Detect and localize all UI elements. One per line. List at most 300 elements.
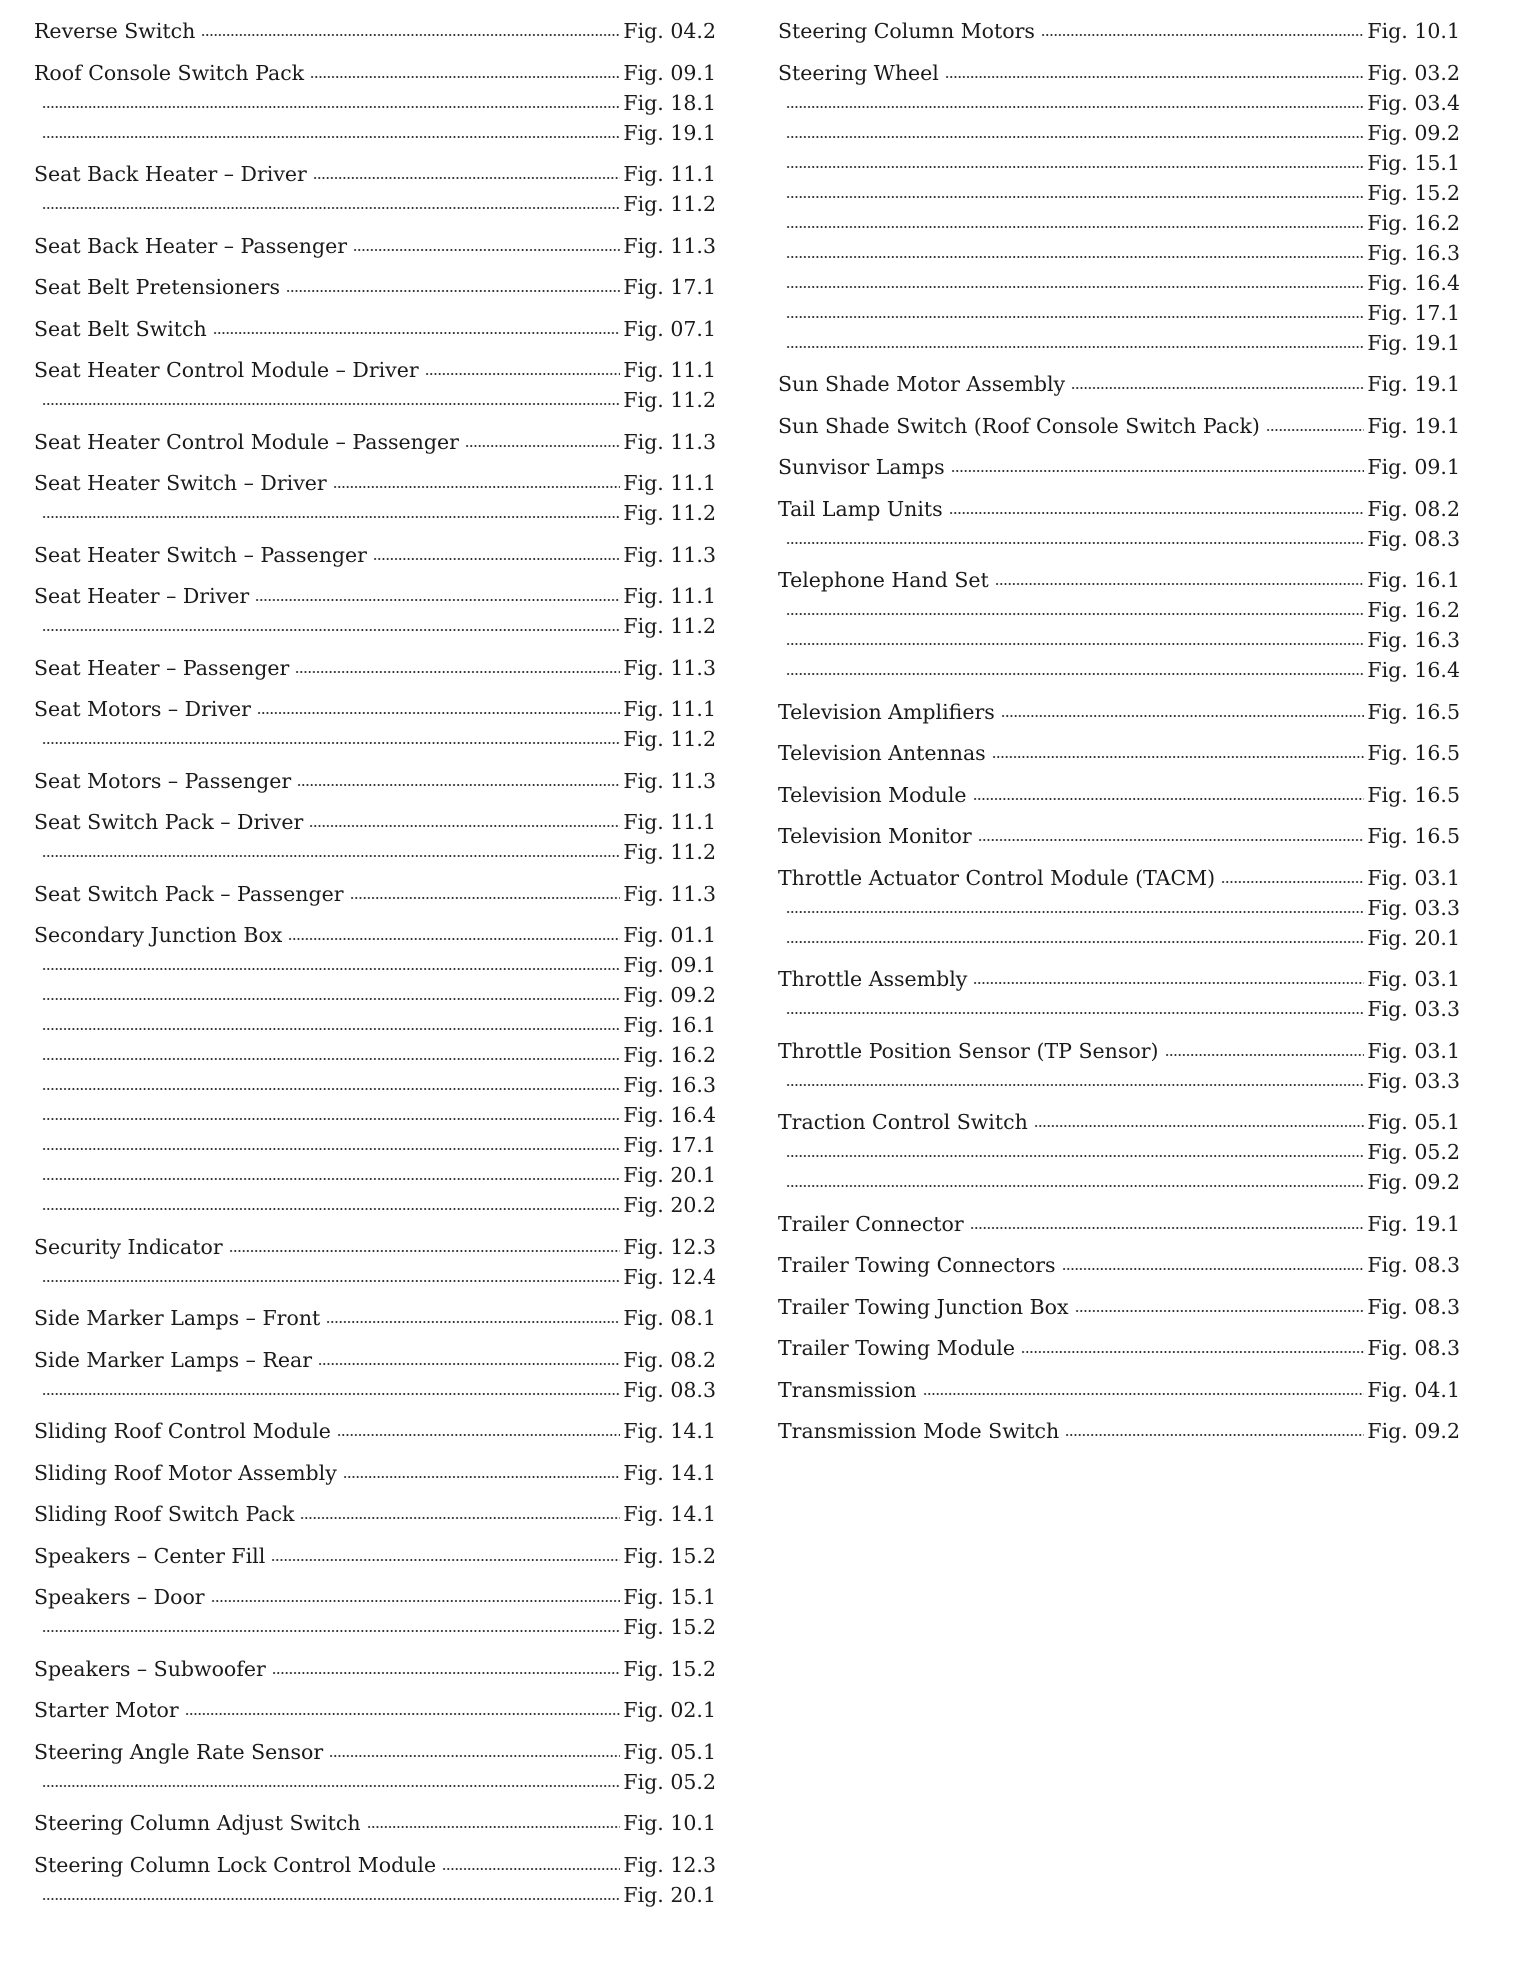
- index-entry: [34, 272, 716, 302]
- index-entry: [778, 964, 1460, 1024]
- figure-reference: Fig. 04.1: [1367, 1377, 1460, 1402]
- figure-reference: Fig. 15.1: [623, 1585, 716, 1609]
- index-continuation-line: [34, 1160, 716, 1190]
- figure-reference: Fig. 15.2: [623, 1656, 716, 1681]
- dot-leader: [425, 373, 621, 375]
- index-entry: [34, 1654, 716, 1684]
- figure-reference: Fig. 14.1: [623, 1419, 716, 1443]
- dot-leader: [42, 1898, 620, 1900]
- dot-leader: [42, 1058, 620, 1060]
- dot-leader: [42, 1280, 620, 1282]
- entry-name: Telephone Hand Set: [778, 568, 989, 592]
- figure-reference: Fig. 03.1: [1367, 967, 1460, 991]
- dot-leader: [42, 1178, 620, 1180]
- figure-reference: Fig. 09.2: [1367, 1419, 1460, 1443]
- dot-leader: [353, 249, 620, 251]
- index-continuation-line: [34, 1767, 716, 1797]
- index-entry: [34, 1499, 716, 1529]
- entry-name: Roof Console Switch Pack: [34, 60, 305, 85]
- index-entry: [34, 1695, 716, 1725]
- dot-leader: [786, 346, 1364, 348]
- figure-reference: Fig. 11.2: [623, 388, 716, 412]
- entry-name: Transmission Mode Switch: [778, 1419, 1060, 1443]
- figure-reference: Fig. 07.1: [623, 316, 716, 341]
- figure-reference: Fig. 12.4: [623, 1264, 716, 1289]
- figure-reference: Fig. 17.1: [1367, 300, 1460, 325]
- dot-leader: [949, 512, 1365, 514]
- index-line: [34, 16, 716, 46]
- dot-leader: [272, 1672, 621, 1674]
- dot-leader: [995, 583, 1365, 585]
- index-entry: [34, 1232, 716, 1292]
- index-entry: [778, 494, 1460, 554]
- entry-name: Seat Motors – Passenger: [34, 768, 292, 793]
- index-line: [34, 1737, 716, 1767]
- index-continuation-line: [778, 178, 1460, 208]
- entry-name: Trailer Towing Junction Box: [778, 1294, 1069, 1319]
- index-continuation-line: [34, 950, 716, 980]
- index-continuation-line: [778, 655, 1460, 685]
- dot-leader: [271, 1559, 620, 1561]
- index-line: [778, 863, 1460, 893]
- dot-leader: [786, 1084, 1364, 1086]
- figure-reference: Fig. 16.2: [1367, 210, 1460, 235]
- figure-reference: Fig. 11.2: [623, 501, 716, 525]
- entry-name: Throttle Assembly: [778, 967, 968, 991]
- index-continuation-line: [34, 1190, 716, 1220]
- index-line: [34, 1850, 716, 1880]
- figure-reference: Fig. 15.2: [623, 1543, 716, 1568]
- index-entry: [34, 653, 716, 683]
- figure-reference: Fig. 08.2: [623, 1347, 716, 1372]
- figure-reference: Fig. 20.1: [1367, 925, 1460, 950]
- figure-reference: Fig. 02.1: [623, 1698, 716, 1722]
- index-entry: [34, 766, 716, 796]
- figure-reference: Fig. 10.1: [623, 1811, 716, 1835]
- dot-leader: [213, 332, 621, 334]
- figure-reference: Fig. 20.1: [623, 1163, 716, 1187]
- entry-name: Trailer Towing Connectors: [778, 1253, 1056, 1277]
- figure-reference: Fig. 14.1: [623, 1460, 716, 1485]
- dot-leader: [978, 839, 1365, 841]
- index-continuation-line: [778, 1066, 1460, 1096]
- entry-name: Steering Column Adjust Switch: [34, 1811, 361, 1835]
- index-continuation-line: [34, 1130, 716, 1160]
- index-entry: [34, 581, 716, 641]
- index-line: [34, 1654, 716, 1684]
- entry-name: Television Amplifiers: [778, 699, 995, 724]
- index-continuation-line: [34, 118, 716, 148]
- index-entry: [778, 738, 1460, 768]
- entry-name: Seat Heater Switch – Driver: [34, 471, 327, 495]
- index-line: [34, 272, 716, 302]
- dot-leader: [786, 1155, 1364, 1157]
- index-line: [34, 1232, 716, 1262]
- dot-leader: [42, 855, 620, 857]
- dot-leader: [465, 445, 621, 447]
- dot-leader: [970, 1227, 1365, 1229]
- index-entry: [34, 1458, 716, 1488]
- dot-leader: [786, 911, 1364, 913]
- index-entry: [34, 16, 716, 46]
- index-continuation-line: [34, 1262, 716, 1292]
- figure-reference: Fig. 20.1: [623, 1882, 716, 1907]
- figure-reference: Fig. 14.1: [623, 1502, 716, 1526]
- index-line: [34, 1582, 716, 1612]
- dot-leader: [229, 1250, 621, 1252]
- index-entry: [34, 1737, 716, 1797]
- index-entry: [34, 1582, 716, 1642]
- dot-leader: [786, 643, 1364, 645]
- figure-reference: Fig. 12.3: [623, 1852, 716, 1877]
- index-line: [34, 581, 716, 611]
- entry-name: Sliding Roof Switch Pack: [34, 1502, 295, 1526]
- dot-leader: [786, 613, 1364, 615]
- index-entry: [34, 920, 716, 1220]
- index-entry: [34, 314, 716, 344]
- index-entry: [778, 369, 1460, 399]
- dot-leader: [786, 136, 1364, 138]
- figure-reference: Fig. 16.3: [1367, 240, 1460, 265]
- figure-reference: Fig. 08.3: [1367, 1294, 1460, 1319]
- index-entry: [778, 1416, 1460, 1446]
- figure-reference: Fig. 11.3: [623, 768, 716, 793]
- index-line: [34, 1695, 716, 1725]
- index-continuation-line: [778, 524, 1460, 554]
- figure-reference: Fig. 03.1: [1367, 865, 1460, 890]
- figure-reference: Fig. 19.1: [1367, 1211, 1460, 1236]
- index-continuation-line: [34, 724, 716, 754]
- figure-reference: Fig. 03.3: [1367, 997, 1460, 1021]
- index-continuation-line: [778, 625, 1460, 655]
- dot-leader: [973, 798, 1365, 800]
- index-line: [778, 1333, 1460, 1363]
- entry-name: Secondary Junction Box: [34, 923, 283, 947]
- index-continuation-line: [778, 923, 1460, 953]
- index-entry: [34, 58, 716, 148]
- dot-leader: [923, 1393, 1365, 1395]
- dot-leader: [313, 177, 621, 179]
- dot-leader: [1221, 881, 1364, 883]
- index-entry: [778, 697, 1460, 727]
- index-line: [34, 1458, 716, 1488]
- entry-name: Sun Shade Motor Assembly: [778, 372, 1066, 396]
- index-continuation-line: [778, 994, 1460, 1024]
- index-entry: [778, 58, 1460, 358]
- dot-leader: [318, 1363, 620, 1365]
- index-continuation-line: [778, 1167, 1460, 1197]
- figure-reference: Fig. 03.4: [1367, 90, 1460, 115]
- figure-reference: Fig. 15.1: [1367, 150, 1460, 175]
- dot-leader: [42, 1148, 620, 1150]
- dot-leader: [42, 516, 620, 518]
- index-column-left: [34, 16, 716, 1921]
- dot-leader: [42, 403, 620, 405]
- index-line: [778, 58, 1460, 88]
- index-continuation-line: [778, 328, 1460, 358]
- figure-reference: Fig. 11.3: [623, 542, 716, 567]
- figure-reference: Fig. 11.2: [623, 840, 716, 864]
- index-entry: [34, 1808, 716, 1838]
- entry-name: Tail Lamp Units: [778, 496, 943, 521]
- entry-name: Seat Back Heater – Passenger: [34, 233, 348, 258]
- dot-leader: [786, 286, 1364, 288]
- index-line: [34, 468, 716, 498]
- figure-reference: Fig. 11.1: [623, 584, 716, 608]
- figure-reference: Fig. 19.1: [623, 120, 716, 145]
- dot-leader: [1071, 387, 1364, 389]
- index-line: [778, 1416, 1460, 1446]
- dot-leader: [1062, 1268, 1365, 1270]
- index-line: [34, 1499, 716, 1529]
- index-continuation-line: [778, 893, 1460, 923]
- dot-leader: [786, 256, 1364, 258]
- entry-name: Throttle Actuator Control Module (TACM): [778, 865, 1216, 890]
- figure-reference: Fig. 11.1: [623, 697, 716, 721]
- entry-name: Security Indicator: [34, 1234, 223, 1259]
- index-line: [778, 16, 1460, 46]
- index-line: [34, 694, 716, 724]
- entry-name: Seat Heater Switch – Passenger: [34, 542, 367, 567]
- entry-name: Television Antennas: [778, 741, 986, 765]
- dot-leader: [42, 968, 620, 970]
- entry-name: Sun Shade Switch (Roof Console Switch Pack): [778, 413, 1260, 438]
- index-column-right: [778, 16, 1460, 1458]
- index-continuation-line: [34, 1070, 716, 1100]
- dot-leader: [42, 1088, 620, 1090]
- figure-reference: Fig. 16.5: [1367, 824, 1460, 848]
- dot-leader: [945, 76, 1365, 78]
- figure-reference: Fig. 09.1: [623, 953, 716, 977]
- index-line: [34, 807, 716, 837]
- dot-leader: [337, 1434, 620, 1436]
- dot-leader: [786, 196, 1364, 198]
- entry-name: Seat Back Heater – Driver: [34, 162, 307, 186]
- entry-name: Steering Column Lock Control Module: [34, 1852, 437, 1877]
- dot-leader: [42, 742, 620, 744]
- index-line: [778, 1375, 1460, 1405]
- entry-name: Steering Column Motors: [778, 19, 1035, 43]
- index-line: [34, 1303, 716, 1333]
- figure-reference: Fig. 05.2: [1367, 1140, 1460, 1164]
- figure-reference: Fig. 03.3: [1367, 895, 1460, 920]
- figure-reference: Fig. 09.2: [623, 983, 716, 1007]
- index-line: [34, 766, 716, 796]
- index-line: [778, 1107, 1460, 1137]
- index-line: [778, 738, 1460, 768]
- entry-name: Traction Control Switch: [778, 1110, 1028, 1134]
- index-line: [34, 314, 716, 344]
- index-entry: [34, 1541, 716, 1571]
- index-entry: [778, 863, 1460, 953]
- figure-reference: Fig. 11.2: [623, 192, 716, 216]
- dot-leader: [367, 1826, 621, 1828]
- index-entry: [778, 16, 1460, 46]
- index-entry: [34, 540, 716, 570]
- index-entry: [778, 1209, 1460, 1239]
- figure-reference: Fig. 03.1: [1367, 1038, 1460, 1063]
- dot-leader: [42, 998, 620, 1000]
- entry-name: Seat Heater – Driver: [34, 584, 250, 608]
- entry-name: Sliding Roof Motor Assembly: [34, 1460, 337, 1485]
- entry-name: Speakers – Center Fill: [34, 1543, 266, 1568]
- dot-leader: [42, 1208, 620, 1210]
- index-continuation-line: [778, 1137, 1460, 1167]
- dot-leader: [786, 106, 1364, 108]
- dot-leader: [333, 486, 621, 488]
- figure-reference: Fig. 19.1: [1367, 413, 1460, 438]
- entry-name: Side Marker Lamps – Rear: [34, 1347, 313, 1372]
- index-line: [34, 653, 716, 683]
- index-entry: [778, 780, 1460, 810]
- index-continuation-line: [778, 88, 1460, 118]
- entry-name: Speakers – Subwoofer: [34, 1656, 266, 1681]
- entry-name: Starter Motor: [34, 1698, 179, 1722]
- dot-leader: [185, 1713, 621, 1715]
- index-line: [778, 964, 1460, 994]
- dot-leader: [309, 825, 620, 827]
- index-continuation-line: [34, 498, 716, 528]
- index-line: [34, 355, 716, 385]
- entry-name: Trailer Towing Module: [778, 1336, 1015, 1360]
- entry-name: Seat Heater Control Module – Driver: [34, 358, 419, 382]
- dot-leader: [310, 76, 620, 78]
- index-entry: [778, 1036, 1460, 1096]
- dot-leader: [786, 226, 1364, 228]
- index-line: [778, 1250, 1460, 1280]
- dot-leader: [42, 1785, 620, 1787]
- entry-name: Side Marker Lamps – Front: [34, 1306, 321, 1330]
- figure-reference: Fig. 11.3: [623, 881, 716, 906]
- index-line: [34, 159, 716, 189]
- index-line: [778, 1209, 1460, 1239]
- index-continuation-line: [34, 980, 716, 1010]
- dot-leader: [211, 1600, 621, 1602]
- index-continuation-line: [778, 298, 1460, 328]
- dot-leader: [1041, 34, 1364, 36]
- entry-name: Television Monitor: [778, 824, 972, 848]
- dot-leader: [42, 1028, 620, 1030]
- figure-reference: Fig. 16.1: [1367, 568, 1460, 592]
- dot-leader: [286, 290, 620, 292]
- index-line: [778, 411, 1460, 441]
- dot-leader: [255, 599, 620, 601]
- index-line: [778, 821, 1460, 851]
- dot-leader: [786, 941, 1364, 943]
- index-continuation-line: [34, 189, 716, 219]
- index-entry: [34, 231, 716, 261]
- figure-reference: Fig. 16.3: [1367, 628, 1460, 652]
- figure-reference: Fig. 05.2: [623, 1769, 716, 1794]
- dot-leader: [257, 712, 620, 714]
- figure-reference: Fig. 11.2: [623, 614, 716, 638]
- figure-reference: Fig. 10.1: [1367, 19, 1460, 43]
- entry-name: Transmission: [778, 1377, 917, 1402]
- index-entry: [778, 821, 1460, 851]
- index-continuation-line: [34, 385, 716, 415]
- index-line: [778, 494, 1460, 524]
- dot-leader: [1021, 1351, 1364, 1353]
- figure-reference: Fig. 11.1: [623, 810, 716, 834]
- figure-reference: Fig. 19.1: [1367, 330, 1460, 355]
- figure-reference: Fig. 16.4: [623, 1103, 716, 1127]
- figure-reference: Fig. 18.1: [623, 90, 716, 115]
- index-line: [778, 780, 1460, 810]
- dot-leader: [42, 1393, 620, 1395]
- dot-leader: [297, 784, 620, 786]
- dot-leader: [42, 106, 620, 108]
- index-line: [34, 879, 716, 909]
- dot-leader: [786, 542, 1364, 544]
- index-entry: [34, 1416, 716, 1446]
- dot-leader: [42, 136, 620, 138]
- index-line: [34, 1541, 716, 1571]
- index-entry: [778, 1375, 1460, 1405]
- figure-reference: Fig. 08.3: [1367, 1253, 1460, 1277]
- entry-name: Steering Angle Rate Sensor: [34, 1739, 324, 1764]
- dot-leader: [786, 1012, 1364, 1014]
- dot-leader: [786, 166, 1364, 168]
- dot-leader: [1065, 1434, 1364, 1436]
- figure-reference: Fig. 11.1: [623, 162, 716, 186]
- dot-leader: [288, 938, 620, 940]
- figure-reference: Fig. 11.1: [623, 358, 716, 382]
- index-entry: [34, 1303, 716, 1333]
- figure-reference: Fig. 16.4: [1367, 270, 1460, 295]
- index-entry: [34, 1345, 716, 1405]
- figure-reference: Fig. 01.1: [623, 923, 716, 947]
- dot-leader: [343, 1476, 621, 1478]
- entry-name: Reverse Switch: [34, 19, 196, 43]
- index-entry: [34, 355, 716, 415]
- index-continuation-line: [778, 268, 1460, 298]
- dot-leader: [350, 897, 621, 899]
- entry-name: Seat Heater – Passenger: [34, 655, 290, 680]
- entry-name: Throttle Position Sensor (TP Sensor): [778, 1038, 1159, 1063]
- index-entry: [34, 694, 716, 754]
- index-continuation-line: [778, 118, 1460, 148]
- index-line: [778, 452, 1460, 482]
- figure-reference: Fig. 11.1: [623, 471, 716, 495]
- dot-leader: [1001, 715, 1365, 717]
- figure-reference: Fig. 04.2: [623, 19, 716, 43]
- figure-reference: Fig. 16.2: [623, 1043, 716, 1067]
- index-entry: [778, 565, 1460, 685]
- dot-leader: [1266, 429, 1365, 431]
- figure-reference: Fig. 08.1: [623, 1306, 716, 1330]
- dot-leader: [786, 316, 1364, 318]
- index-continuation-line: [34, 1100, 716, 1130]
- figure-reference: Fig. 11.3: [623, 429, 716, 454]
- entry-name: Seat Belt Switch: [34, 316, 207, 341]
- index-continuation-line: [34, 1612, 716, 1642]
- entry-name: Steering Wheel: [778, 60, 939, 85]
- entry-name: Sliding Roof Control Module: [34, 1419, 331, 1443]
- figure-reference: Fig. 09.2: [1367, 1170, 1460, 1194]
- index-continuation-line: [34, 611, 716, 641]
- figure-reference: Fig. 16.3: [623, 1073, 716, 1097]
- figure-reference: Fig. 16.5: [1367, 741, 1460, 765]
- index-continuation-line: [34, 1375, 716, 1405]
- dot-leader: [329, 1755, 620, 1757]
- index-continuation-line: [778, 238, 1460, 268]
- figure-reference: Fig. 09.1: [623, 60, 716, 85]
- index-line: [34, 1416, 716, 1446]
- entry-name: Seat Switch Pack – Driver: [34, 810, 304, 834]
- figure-reference: Fig. 11.3: [623, 233, 716, 258]
- entry-name: Seat Heater Control Module – Passenger: [34, 429, 459, 454]
- dot-leader: [42, 1630, 620, 1632]
